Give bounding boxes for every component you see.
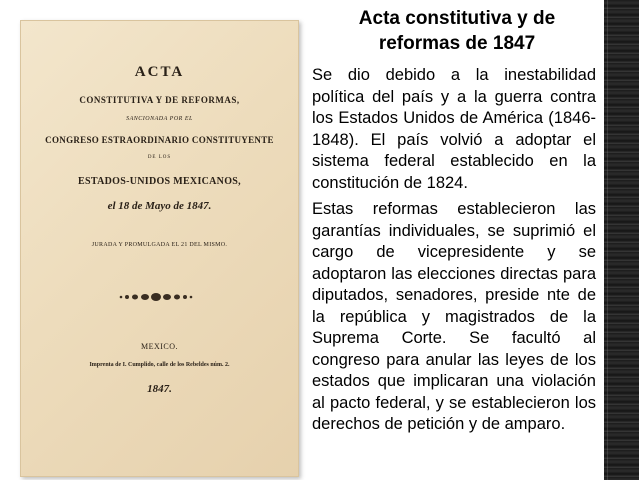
slide-title xyxy=(312,6,602,56)
cover-title: ACTA xyxy=(134,64,185,80)
decorative-edge xyxy=(604,0,639,480)
document-cover-image xyxy=(20,20,299,477)
cover-de-los: DE LOS xyxy=(147,155,172,160)
cover-promulgated: JURADA Y PROMULGADA EL 21 DEL MISMO. xyxy=(91,242,228,248)
cover-sanctioned: SANCIONADA POR EL xyxy=(126,116,193,122)
cover-congress: CONGRESO ESTRAORDINARIO CONSTITUYENTE xyxy=(45,135,274,145)
slide-body xyxy=(312,65,596,441)
ornament-icon xyxy=(117,290,195,304)
cover-city: MEXICO. xyxy=(140,342,179,351)
cover-states: ESTADOS-UNIDOS MEXICANOS, xyxy=(78,176,241,187)
cover-date: el 18 de Mayo de 1847. xyxy=(107,200,212,212)
slide-title-line1: Acta constitutiva y de xyxy=(358,8,556,29)
paragraph-context: Se dio debido a la inestabilidad política del país y a la guerra contra los Estados Unidos de América (1846-1848). El país volvió a adoptar el sistema federal establecido en la constitución de 1824. xyxy=(312,66,596,192)
paragraph-reforms: Estas reformas establecieron las garantías individuales, se suprimió el cargo de vicepresidente y se adoptaron las elecciones directas para diputados, senadores, preside nte de la república y magistrados de la Suprema Corte. Se facultó al congreso para anular las leyes de los estados que implicaran una violación al pacto federal, y se establecieron los derechos de petición y de amparo. xyxy=(312,200,596,433)
cover-printer: Imprenta de I. Cumplido, calle de los Rebeldes núm. 2. xyxy=(89,362,230,368)
slide-title-line2: reformas de 1847 xyxy=(378,33,536,54)
cover-year: 1847. xyxy=(147,383,172,395)
cover-subtitle: CONSTITUTIVA Y DE REFORMAS, xyxy=(79,95,240,105)
